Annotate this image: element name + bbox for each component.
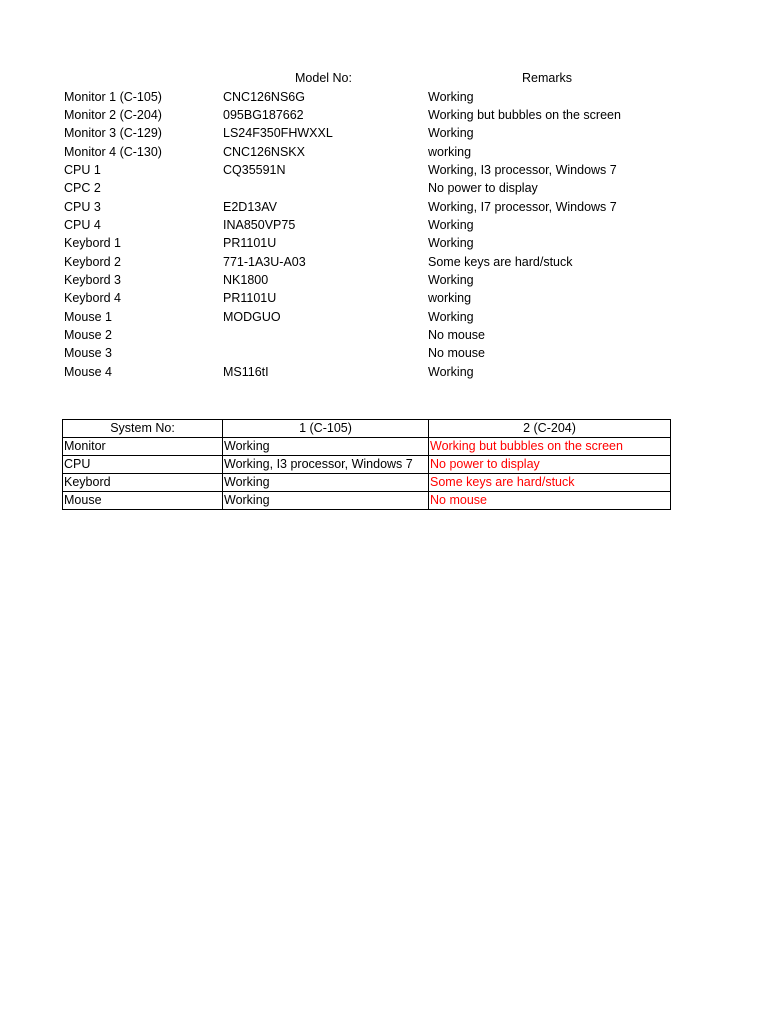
inventory-model-cell: INA850VP75 — [223, 217, 296, 232]
inventory-remarks-cell: No power to display — [428, 181, 538, 196]
system-2-status-cell: No power to display — [429, 456, 671, 474]
inventory-item-cell: Monitor 2 (C-204) — [64, 107, 162, 122]
system-2-status-cell: Some keys are hard/stuck — [429, 474, 671, 492]
system-2-status-cell: No mouse — [429, 492, 671, 510]
inventory-item-cell: CPC 2 — [64, 181, 101, 196]
inventory-row — [62, 106, 668, 124]
inventory-row — [62, 87, 668, 105]
system-header-label: System No: — [63, 420, 223, 438]
inventory-item-cell: Monitor 3 (C-129) — [64, 126, 162, 141]
inventory-header-model: Model No: — [295, 71, 352, 86]
inventory-row — [62, 344, 668, 362]
inventory-remarks-cell: Working, I7 processor, Windows 7 — [428, 199, 617, 214]
inventory-item-cell: Mouse 1 — [64, 309, 112, 324]
inventory-item-cell: Mouse 3 — [64, 346, 112, 361]
inventory-item-cell: Keybord 1 — [64, 236, 121, 251]
inventory-model-cell: PR1101U — [223, 236, 277, 251]
inventory-item-cell: Monitor 4 (C-130) — [64, 144, 162, 159]
system-component-cell: CPU — [63, 456, 223, 474]
inventory-remarks-cell: Working — [428, 89, 474, 104]
system-row — [63, 456, 671, 474]
inventory-row — [62, 252, 668, 270]
inventory-item-cell: CPU 1 — [64, 162, 101, 177]
inventory-row — [62, 326, 668, 344]
system-1-status-cell: Working — [223, 474, 429, 492]
system-comparison-body — [63, 420, 671, 510]
system-header-row — [63, 420, 671, 438]
inventory-row — [62, 363, 668, 381]
inventory-row — [62, 124, 668, 142]
system-header-1: 1 (C-105) — [223, 420, 429, 438]
system-2-status-cell: Working but bubbles on the screen — [429, 438, 671, 456]
inventory-row — [62, 289, 668, 307]
inventory-remarks-cell: No mouse — [428, 327, 485, 342]
inventory-item-cell: Monitor 1 (C-105) — [64, 89, 162, 104]
system-component-cell: Monitor — [63, 438, 223, 456]
inventory-model-cell — [221, 344, 426, 362]
inventory-item-cell: Keybord 4 — [64, 291, 121, 306]
system-header-2: 2 (C-204) — [429, 420, 671, 438]
inventory-row — [62, 216, 668, 234]
inventory-row — [62, 271, 668, 289]
inventory-model-cell — [221, 326, 426, 344]
system-component-cell: Keybord — [63, 474, 223, 492]
inventory-row — [62, 307, 668, 325]
inventory-table — [62, 69, 668, 381]
system-1-status-cell: Working — [223, 492, 429, 510]
inventory-model-cell: LS24F350FHWXXL — [223, 126, 333, 141]
inventory-remarks-cell: Working — [428, 272, 474, 287]
inventory-row — [62, 142, 668, 160]
inventory-remarks-cell: Working — [428, 126, 474, 141]
inventory-header-row — [62, 69, 668, 87]
system-row — [63, 492, 671, 510]
inventory-item-cell: Mouse 4 — [64, 364, 112, 379]
inventory-remarks-cell: Some keys are hard/stuck — [428, 254, 573, 269]
inventory-remarks-cell: working — [428, 144, 472, 159]
inventory-model-cell: MODGUO — [223, 309, 281, 324]
inventory-remarks-cell: No mouse — [428, 346, 485, 361]
inventory-remarks-cell: Working — [428, 364, 474, 379]
inventory-remarks-cell: Working — [428, 217, 474, 232]
inventory-model-cell: CQ35591N — [223, 162, 286, 177]
inventory-table-body — [62, 69, 668, 381]
inventory-row — [62, 179, 668, 197]
system-comparison-table — [62, 419, 671, 510]
inventory-model-cell: CNC126NS6G — [223, 89, 305, 104]
inventory-model-cell — [221, 179, 426, 197]
inventory-model-cell: E2D13AV — [223, 199, 277, 214]
inventory-model-cell: 771-1A3U-A03 — [223, 254, 306, 269]
system-row — [63, 438, 671, 456]
inventory-item-cell: CPU 3 — [64, 199, 101, 214]
inventory-item-cell: CPU 4 — [64, 217, 101, 232]
inventory-remarks-cell: Working, I3 processor, Windows 7 — [428, 162, 617, 177]
system-1-status-cell: Working — [223, 438, 429, 456]
inventory-item-cell: Mouse 2 — [64, 327, 112, 342]
inventory-remarks-cell: working — [428, 291, 472, 306]
inventory-model-cell: MS116tI — [223, 364, 269, 379]
inventory-remarks-cell: Working but bubbles on the screen — [428, 107, 621, 122]
inventory-model-cell: NK1800 — [223, 272, 269, 287]
inventory-header-remarks: Remarks — [521, 71, 572, 86]
inventory-item-cell: Keybord 3 — [64, 272, 121, 287]
inventory-row — [62, 234, 668, 252]
inventory-model-cell: CNC126NSKX — [223, 144, 305, 159]
inventory-row — [62, 197, 668, 215]
inventory-row — [62, 161, 668, 179]
inventory-model-cell: 095BG187662 — [223, 107, 304, 122]
inventory-remarks-cell: Working — [428, 309, 474, 324]
inventory-model-cell: PR1101U — [223, 291, 277, 306]
inventory-item-cell: Keybord 2 — [64, 254, 121, 269]
system-component-cell: Mouse — [63, 492, 223, 510]
system-row — [63, 474, 671, 492]
inventory-header-item — [62, 69, 221, 87]
inventory-remarks-cell: Working — [428, 236, 474, 251]
system-1-status-cell: Working, I3 processor, Windows 7 — [223, 456, 429, 474]
